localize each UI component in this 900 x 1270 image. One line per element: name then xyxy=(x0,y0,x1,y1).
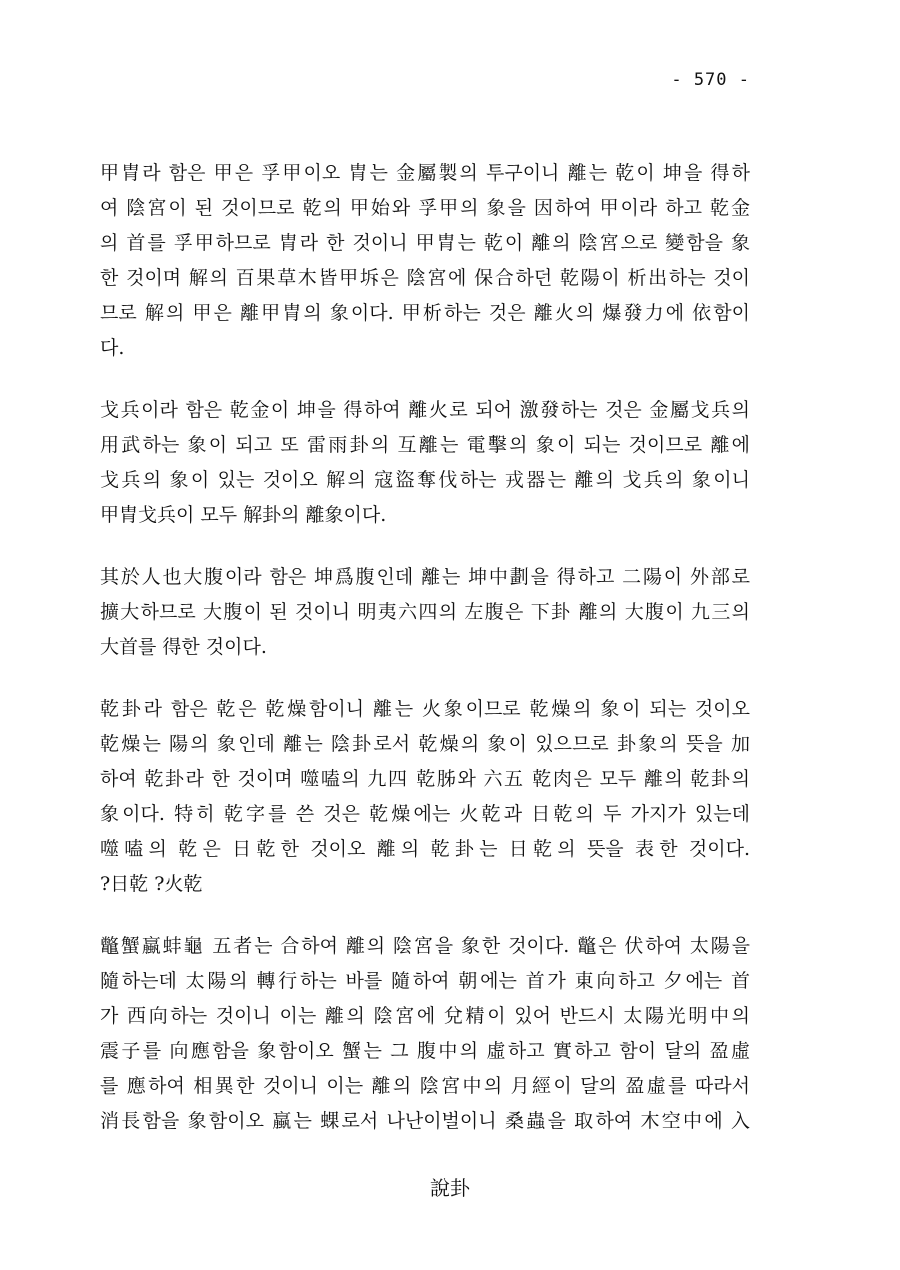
text-line: 消長함을 象함이오 蠃는 蜾로서 나난이벌이니 桑蟲을 取하여 木空中에 入 xyxy=(100,1110,750,1132)
text-line: 한 것이며 解의 百果草木皆甲坼은 陰宮에 保合하던 乾陽이 析出하는 것이 xyxy=(100,267,750,289)
paragraph-gapju xyxy=(100,156,750,366)
paragraph-gwabyeong xyxy=(100,393,750,533)
text-line: 하여 乾卦라 한 것이며 噬嗑의 九四 乾胏와 六五 乾肉은 모두 離의 乾卦의 xyxy=(100,768,750,790)
text-line: 象이다. 特히 乾字를 쓴 것은 乾燥에는 火乾과 日乾의 두 가지가 있는데 xyxy=(100,803,750,825)
body-text xyxy=(100,156,750,1166)
text-line: 其於人也大腹이라 함은 坤爲腹인데 離는 坤中劃을 得하고 二陽이 外部로 xyxy=(100,566,750,588)
text-line: 大首를 得한 것이다. xyxy=(100,636,267,658)
text-line: 乾卦라 함은 乾은 乾燥함이니 離는 火象이므로 乾燥의 象이 되는 것이오 xyxy=(100,698,750,720)
text-line: 의 首를 孚甲하므로 胄라 한 것이니 甲胄는 乾이 離의 陰宮으로 變함을 象 xyxy=(100,232,750,254)
text-line: 用武하는 象이 되고 또 雷雨卦의 互離는 電擊의 象이 되는 것이므로 離에 xyxy=(100,434,750,456)
text-line: 가 西向하는 것이니 이는 離의 陰宮에 兌精이 있어 반드시 太陽光明中의 xyxy=(100,1005,750,1027)
text-line: 震子를 向應함을 象함이오 蟹는 그 腹中의 虛하고 實하고 함이 달의 盈虛 xyxy=(100,1040,750,1062)
text-line: 擴大하므로 大腹이 된 것이니 明夷六四의 左腹은 下卦 離의 大腹이 九三의 xyxy=(100,601,750,623)
text-line: 戈兵이라 함은 乾金이 坤을 得하여 離火로 되어 激發하는 것은 金屬戈兵의 xyxy=(100,399,750,421)
text-line: 鼈蟹蠃蚌龜 五者는 合하여 離의 陰宮을 象한 것이다. 鼈은 伏하여 太陽을 xyxy=(100,935,750,957)
text-line: 隨하는데 太陽의 轉行하는 바를 隨하여 朝에는 首가 東向하고 夕에는 首 xyxy=(100,970,750,992)
text-line: ?日乾 ?火乾 xyxy=(100,873,203,895)
text-line: 噬嗑의 乾은 日乾한 것이오 離의 乾卦는 日乾의 뜻을 表한 것이다. xyxy=(100,838,750,860)
text-line: 乾燥는 陽의 象인데 離는 陰卦로서 乾燥의 象이 있으므로 卦象의 뜻을 加 xyxy=(100,733,750,755)
paragraph-geongwae xyxy=(100,692,750,902)
page-number: - 570 - xyxy=(671,70,750,90)
text-line: 를 應하여 相異한 것이니 이는 離의 陰宮中의 月經이 달의 盈虛를 따라서 xyxy=(100,1075,750,1097)
text-line: 므로 解의 甲은 離甲胄의 象이다. 甲析하는 것은 離火의 爆發力에 依함이 xyxy=(100,302,750,324)
footer-title: 說卦 xyxy=(430,1176,470,1200)
text-line: 다. xyxy=(100,337,125,359)
text-line: 甲胄戈兵이 모두 解卦의 離象이다. xyxy=(100,504,387,526)
paragraph-byeolhae xyxy=(100,929,750,1139)
text-line: 여 陰宮이 된 것이므로 乾의 甲始와 孚甲의 象을 因하여 甲이라 하고 乾金 xyxy=(100,197,750,219)
text-line: 戈兵의 象이 있는 것이오 解의 寇盜奪伐하는 戎器는 離의 戈兵의 象이니 xyxy=(100,469,750,491)
text-line: 甲胄라 함은 甲은 孚甲이오 胄는 金屬製의 투구이니 離는 乾이 坤을 得하 xyxy=(100,162,750,184)
paragraph-daebok xyxy=(100,560,750,665)
